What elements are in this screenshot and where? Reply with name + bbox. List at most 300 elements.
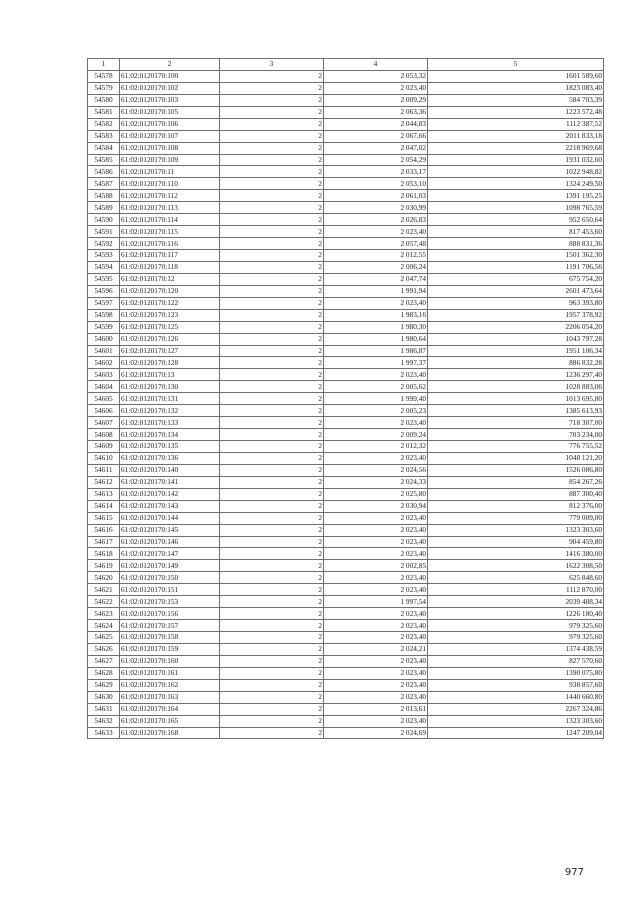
cadastral-number-cell: 61:02:0120170:123 bbox=[120, 309, 220, 321]
category-code-cell: 2 bbox=[220, 166, 324, 178]
cadastral-number-cell: 61:02:0120170:150 bbox=[120, 572, 220, 584]
area-value-cell: 2 023,40 bbox=[324, 548, 428, 560]
cost-value-cell: 1385 613,93 bbox=[428, 405, 604, 417]
cost-value-cell: 2601 473,64 bbox=[428, 285, 604, 297]
cost-value-cell: 886 832,28 bbox=[428, 357, 604, 369]
cadastral-number-cell: 61:02:0120170:128 bbox=[120, 357, 220, 369]
area-value-cell: 2 023,40 bbox=[324, 226, 428, 238]
cadastral-number-cell: 61:02:0120170:165 bbox=[120, 715, 220, 727]
area-value-cell: 2 053,32 bbox=[324, 70, 428, 82]
cost-value-cell: 979 325,60 bbox=[428, 632, 604, 644]
category-code-cell: 2 bbox=[220, 691, 324, 703]
table-row bbox=[88, 608, 604, 620]
area-value-cell: 2 005,23 bbox=[324, 405, 428, 417]
category-code-cell: 2 bbox=[220, 154, 324, 166]
category-code-cell: 2 bbox=[220, 536, 324, 548]
cost-value-cell: 1048 121,20 bbox=[428, 452, 604, 464]
cadastral-number-cell: 61:02:0120170:106 bbox=[120, 118, 220, 130]
cost-value-cell: 952 650,64 bbox=[428, 214, 604, 226]
area-value-cell: 2 023,40 bbox=[324, 82, 428, 94]
row-number-cell: 54617 bbox=[88, 536, 120, 548]
area-value-cell: 2 009,24 bbox=[324, 429, 428, 441]
area-value-cell: 2 023,40 bbox=[324, 691, 428, 703]
cadastral-number-cell: 61:02:0120170:153 bbox=[120, 596, 220, 608]
row-number-cell: 54585 bbox=[88, 154, 120, 166]
area-value-cell: 2 023,40 bbox=[324, 536, 428, 548]
cost-value-cell: 2039 488,34 bbox=[428, 596, 604, 608]
cost-value-cell: 938 857,60 bbox=[428, 679, 604, 691]
table-row bbox=[88, 393, 604, 405]
table-row bbox=[88, 632, 604, 644]
category-code-cell: 2 bbox=[220, 727, 324, 739]
table-row bbox=[88, 536, 604, 548]
table-row bbox=[88, 82, 604, 94]
cost-value-cell: 1013 695,80 bbox=[428, 393, 604, 405]
category-code-cell: 2 bbox=[220, 357, 324, 369]
row-number-cell: 54597 bbox=[88, 297, 120, 309]
cadastral-number-cell: 61:02:0120170:112 bbox=[120, 190, 220, 202]
cost-value-cell: 1247 209,04 bbox=[428, 727, 604, 739]
table-row bbox=[88, 691, 604, 703]
cost-value-cell: 703 234,00 bbox=[428, 429, 604, 441]
table-row bbox=[88, 214, 604, 226]
category-code-cell: 2 bbox=[220, 584, 324, 596]
row-number-cell: 54622 bbox=[88, 596, 120, 608]
row-number-cell: 54616 bbox=[88, 524, 120, 536]
cost-value-cell: 625 848,60 bbox=[428, 572, 604, 584]
cadastral-number-cell: 61:02:0120170:135 bbox=[120, 441, 220, 453]
area-value-cell: 2 057,48 bbox=[324, 238, 428, 250]
row-number-cell: 54612 bbox=[88, 476, 120, 488]
category-code-cell: 2 bbox=[220, 560, 324, 572]
table-row bbox=[88, 226, 604, 238]
cadastral-number-cell: 61:02:0120170:12 bbox=[120, 273, 220, 285]
data-table bbox=[87, 58, 604, 739]
cost-value-cell: 1112 387,52 bbox=[428, 118, 604, 130]
cost-value-cell: 1416 380,00 bbox=[428, 548, 604, 560]
cadastral-number-cell: 61:02:0120170:117 bbox=[120, 250, 220, 262]
area-value-cell: 1 986,87 bbox=[324, 345, 428, 357]
area-value-cell: 1 999,40 bbox=[324, 393, 428, 405]
category-code-cell: 2 bbox=[220, 70, 324, 82]
row-number-cell: 54583 bbox=[88, 130, 120, 142]
area-value-cell: 2 024,21 bbox=[324, 643, 428, 655]
table-row bbox=[88, 285, 604, 297]
cost-value-cell: 1323 303,60 bbox=[428, 524, 604, 536]
area-value-cell: 2 023,40 bbox=[324, 572, 428, 584]
header-cell-1: 1 bbox=[88, 59, 120, 71]
category-code-cell: 2 bbox=[220, 333, 324, 345]
area-value-cell: 2 030,94 bbox=[324, 500, 428, 512]
category-code-cell: 2 bbox=[220, 273, 324, 285]
cost-value-cell: 1526 086,80 bbox=[428, 464, 604, 476]
cadastral-number-cell: 61:02:0120170:132 bbox=[120, 405, 220, 417]
area-value-cell: 2 047,74 bbox=[324, 273, 428, 285]
cost-value-cell: 1390 075,80 bbox=[428, 667, 604, 679]
cadastral-number-cell: 61:02:0120170:113 bbox=[120, 202, 220, 214]
cadastral-number-cell: 61:02:0120170:136 bbox=[120, 452, 220, 464]
row-number-cell: 54631 bbox=[88, 703, 120, 715]
cadastral-number-cell: 61:02:0120170:11 bbox=[120, 166, 220, 178]
cadastral-number-cell: 61:02:0120170:116 bbox=[120, 238, 220, 250]
cadastral-number-cell: 61:02:0120170:118 bbox=[120, 261, 220, 273]
table-row bbox=[88, 512, 604, 524]
row-number-cell: 54609 bbox=[88, 441, 120, 453]
category-code-cell: 2 bbox=[220, 715, 324, 727]
area-value-cell: 2 067,66 bbox=[324, 130, 428, 142]
cost-value-cell: 776 755,52 bbox=[428, 441, 604, 453]
cadastral-number-cell: 61:02:0120170:158 bbox=[120, 632, 220, 644]
row-number-cell: 54626 bbox=[88, 643, 120, 655]
area-value-cell: 2 047,02 bbox=[324, 142, 428, 154]
row-number-cell: 54578 bbox=[88, 70, 120, 82]
category-code-cell: 2 bbox=[220, 202, 324, 214]
cadastral-number-cell: 61:02:0120170:161 bbox=[120, 667, 220, 679]
category-code-cell: 2 bbox=[220, 667, 324, 679]
area-value-cell: 1 980,30 bbox=[324, 321, 428, 333]
cadastral-number-cell: 61:02:0120170:160 bbox=[120, 655, 220, 667]
cost-value-cell: 1823 083,40 bbox=[428, 82, 604, 94]
cost-value-cell: 812 376,00 bbox=[428, 500, 604, 512]
area-value-cell: 2 024,69 bbox=[324, 727, 428, 739]
table-row bbox=[88, 202, 604, 214]
category-code-cell: 2 bbox=[220, 429, 324, 441]
row-number-cell: 54594 bbox=[88, 261, 120, 273]
cadastral-number-cell: 61:02:0120170:102 bbox=[120, 82, 220, 94]
row-number-cell: 54587 bbox=[88, 178, 120, 190]
cost-value-cell: 888 831,36 bbox=[428, 238, 604, 250]
cadastral-number-cell: 61:02:0120170:131 bbox=[120, 393, 220, 405]
cost-value-cell: 904 459,80 bbox=[428, 536, 604, 548]
cadastral-number-cell: 61:02:0120170:110 bbox=[120, 178, 220, 190]
category-code-cell: 2 bbox=[220, 345, 324, 357]
row-number-cell: 54608 bbox=[88, 429, 120, 441]
table-row bbox=[88, 560, 604, 572]
row-number-cell: 54633 bbox=[88, 727, 120, 739]
cost-value-cell: 1022 948,82 bbox=[428, 166, 604, 178]
row-number-cell: 54584 bbox=[88, 142, 120, 154]
cadastral-number-cell: 61:02:0120170:133 bbox=[120, 417, 220, 429]
row-number-cell: 54598 bbox=[88, 309, 120, 321]
row-number-cell: 54599 bbox=[88, 321, 120, 333]
cost-value-cell: 1236 297,40 bbox=[428, 369, 604, 381]
cadastral-number-cell: 61:02:0120170:144 bbox=[120, 512, 220, 524]
cadastral-number-cell: 61:02:0120170:109 bbox=[120, 154, 220, 166]
category-code-cell: 2 bbox=[220, 142, 324, 154]
area-value-cell: 1 997,37 bbox=[324, 357, 428, 369]
row-number-cell: 54602 bbox=[88, 357, 120, 369]
category-code-cell: 2 bbox=[220, 452, 324, 464]
area-value-cell: 2 023,40 bbox=[324, 417, 428, 429]
cost-value-cell: 779 009,00 bbox=[428, 512, 604, 524]
row-number-cell: 54605 bbox=[88, 393, 120, 405]
cost-value-cell: 1601 589,60 bbox=[428, 70, 604, 82]
category-code-cell: 2 bbox=[220, 596, 324, 608]
area-value-cell: 2 012,32 bbox=[324, 441, 428, 453]
cadastral-number-cell: 61:02:0120170:103 bbox=[120, 94, 220, 106]
row-number-cell: 54628 bbox=[88, 667, 120, 679]
category-code-cell: 2 bbox=[220, 703, 324, 715]
row-number-cell: 54614 bbox=[88, 500, 120, 512]
table-row bbox=[88, 309, 604, 321]
area-value-cell: 2 023,40 bbox=[324, 608, 428, 620]
table-row bbox=[88, 488, 604, 500]
table-row bbox=[88, 727, 604, 739]
row-number-cell: 54607 bbox=[88, 417, 120, 429]
table-row bbox=[88, 178, 604, 190]
header-cell-5: 5 bbox=[428, 59, 604, 71]
category-code-cell: 2 bbox=[220, 548, 324, 560]
cadastral-number-cell: 61:02:0120170:127 bbox=[120, 345, 220, 357]
category-code-cell: 2 bbox=[220, 572, 324, 584]
cost-value-cell: 827 570,60 bbox=[428, 655, 604, 667]
category-code-cell: 2 bbox=[220, 441, 324, 453]
category-code-cell: 2 bbox=[220, 512, 324, 524]
area-value-cell: 2 026,83 bbox=[324, 214, 428, 226]
category-code-cell: 2 bbox=[220, 190, 324, 202]
category-code-cell: 2 bbox=[220, 369, 324, 381]
area-value-cell: 2 023,40 bbox=[324, 715, 428, 727]
row-number-cell: 54586 bbox=[88, 166, 120, 178]
table-row bbox=[88, 548, 604, 560]
row-number-cell: 54620 bbox=[88, 572, 120, 584]
cadastral-number-cell: 61:02:0120170:146 bbox=[120, 536, 220, 548]
cadastral-number-cell: 61:02:0120170:13 bbox=[120, 369, 220, 381]
table-row bbox=[88, 106, 604, 118]
cadastral-number-cell: 61:02:0120170:130 bbox=[120, 381, 220, 393]
table-row bbox=[88, 238, 604, 250]
cost-value-cell: 979 325,60 bbox=[428, 620, 604, 632]
category-code-cell: 2 bbox=[220, 309, 324, 321]
row-number-cell: 54590 bbox=[88, 214, 120, 226]
row-number-cell: 54621 bbox=[88, 584, 120, 596]
table-body bbox=[88, 70, 604, 739]
area-value-cell: 1 980,64 bbox=[324, 333, 428, 345]
cadastral-number-cell: 61:02:0120170:162 bbox=[120, 679, 220, 691]
category-code-cell: 2 bbox=[220, 238, 324, 250]
cost-value-cell: 1323 303,60 bbox=[428, 715, 604, 727]
table-row bbox=[88, 166, 604, 178]
cost-value-cell: 1931 032,60 bbox=[428, 154, 604, 166]
cadastral-number-cell: 61:02:0120170:108 bbox=[120, 142, 220, 154]
category-code-cell: 2 bbox=[220, 417, 324, 429]
cost-value-cell: 1191 706,56 bbox=[428, 261, 604, 273]
table-header bbox=[88, 59, 604, 71]
cost-value-cell: 2218 969,68 bbox=[428, 142, 604, 154]
row-number-cell: 54589 bbox=[88, 202, 120, 214]
cost-value-cell: 1043 797,28 bbox=[428, 333, 604, 345]
cadastral-number-cell: 61:02:0120170:100 bbox=[120, 70, 220, 82]
category-code-cell: 2 bbox=[220, 476, 324, 488]
table-row bbox=[88, 441, 604, 453]
table-row bbox=[88, 643, 604, 655]
cost-value-cell: 1622 308,50 bbox=[428, 560, 604, 572]
row-number-cell: 54615 bbox=[88, 512, 120, 524]
table-row bbox=[88, 417, 604, 429]
row-number-cell: 54591 bbox=[88, 226, 120, 238]
cadastral-number-cell: 61:02:0120170:141 bbox=[120, 476, 220, 488]
cadastral-number-cell: 61:02:0120170:168 bbox=[120, 727, 220, 739]
area-value-cell: 2 023,40 bbox=[324, 369, 428, 381]
cadastral-number-cell: 61:02:0120170:140 bbox=[120, 464, 220, 476]
table-row bbox=[88, 452, 604, 464]
cost-value-cell: 1223 572,48 bbox=[428, 106, 604, 118]
area-value-cell: 2 023,40 bbox=[324, 632, 428, 644]
cadastral-number-cell: 61:02:0120170:157 bbox=[120, 620, 220, 632]
table-row bbox=[88, 130, 604, 142]
area-value-cell: 1 983,16 bbox=[324, 309, 428, 321]
area-value-cell: 2 023,40 bbox=[324, 452, 428, 464]
category-code-cell: 2 bbox=[220, 106, 324, 118]
area-value-cell: 2 005,62 bbox=[324, 381, 428, 393]
cadastral-number-cell: 61:02:0120170:147 bbox=[120, 548, 220, 560]
cadastral-number-cell: 61:02:0120170:143 bbox=[120, 500, 220, 512]
area-value-cell: 2 025,80 bbox=[324, 488, 428, 500]
category-code-cell: 2 bbox=[220, 214, 324, 226]
cadastral-number-cell: 61:02:0120170:159 bbox=[120, 643, 220, 655]
category-code-cell: 2 bbox=[220, 393, 324, 405]
table-row bbox=[88, 464, 604, 476]
table-row bbox=[88, 524, 604, 536]
category-code-cell: 2 bbox=[220, 405, 324, 417]
cost-value-cell: 1957 378,92 bbox=[428, 309, 604, 321]
cost-value-cell: 1391 195,25 bbox=[428, 190, 604, 202]
table-row bbox=[88, 273, 604, 285]
cost-value-cell: 1501 362,30 bbox=[428, 250, 604, 262]
table-row bbox=[88, 333, 604, 345]
area-value-cell: 2 033,17 bbox=[324, 166, 428, 178]
row-number-cell: 54629 bbox=[88, 679, 120, 691]
cost-value-cell: 1098 765,59 bbox=[428, 202, 604, 214]
cost-value-cell: 675 754,20 bbox=[428, 273, 604, 285]
row-number-cell: 54601 bbox=[88, 345, 120, 357]
area-value-cell: 2 030,99 bbox=[324, 202, 428, 214]
row-number-cell: 54588 bbox=[88, 190, 120, 202]
area-value-cell: 2 023,40 bbox=[324, 297, 428, 309]
area-value-cell: 2 054,29 bbox=[324, 154, 428, 166]
cadastral-number-cell: 61:02:0120170:105 bbox=[120, 106, 220, 118]
cadastral-number-cell: 61:02:0120170:115 bbox=[120, 226, 220, 238]
category-code-cell: 2 bbox=[220, 632, 324, 644]
table-row bbox=[88, 572, 604, 584]
table-row bbox=[88, 154, 604, 166]
area-value-cell: 2 063,36 bbox=[324, 106, 428, 118]
cost-value-cell: 1226 180,40 bbox=[428, 608, 604, 620]
table-row bbox=[88, 70, 604, 82]
cost-value-cell: 854 267,26 bbox=[428, 476, 604, 488]
category-code-cell: 2 bbox=[220, 381, 324, 393]
cadastral-number-cell: 61:02:0120170:134 bbox=[120, 429, 220, 441]
table-row bbox=[88, 118, 604, 130]
table-row bbox=[88, 250, 604, 262]
table-row bbox=[88, 620, 604, 632]
row-number-cell: 54618 bbox=[88, 548, 120, 560]
row-number-cell: 54604 bbox=[88, 381, 120, 393]
category-code-cell: 2 bbox=[220, 500, 324, 512]
row-number-cell: 54610 bbox=[88, 452, 120, 464]
area-value-cell: 2 006,24 bbox=[324, 261, 428, 273]
row-number-cell: 54627 bbox=[88, 655, 120, 667]
page-number: 977 bbox=[564, 867, 584, 878]
table-row bbox=[88, 703, 604, 715]
cost-value-cell: 1951 106,34 bbox=[428, 345, 604, 357]
table-row bbox=[88, 715, 604, 727]
table-row bbox=[88, 297, 604, 309]
header-cell-4: 4 bbox=[324, 59, 428, 71]
category-code-cell: 2 bbox=[220, 321, 324, 333]
cost-value-cell: 817 453,60 bbox=[428, 226, 604, 238]
table-row bbox=[88, 369, 604, 381]
table-row bbox=[88, 667, 604, 679]
area-value-cell: 2 002,85 bbox=[324, 560, 428, 572]
row-number-cell: 54606 bbox=[88, 405, 120, 417]
category-code-cell: 2 bbox=[220, 679, 324, 691]
row-number-cell: 54611 bbox=[88, 464, 120, 476]
table-row bbox=[88, 679, 604, 691]
area-value-cell: 2 023,40 bbox=[324, 512, 428, 524]
cadastral-number-cell: 61:02:0120170:107 bbox=[120, 130, 220, 142]
category-code-cell: 2 bbox=[220, 297, 324, 309]
cadastral-number-cell: 61:02:0120170:151 bbox=[120, 584, 220, 596]
cadastral-number-cell: 61:02:0120170:120 bbox=[120, 285, 220, 297]
cost-value-cell: 1324 249,50 bbox=[428, 178, 604, 190]
area-value-cell: 2 013,61 bbox=[324, 703, 428, 715]
table-row bbox=[88, 476, 604, 488]
table-row bbox=[88, 190, 604, 202]
row-number-cell: 54581 bbox=[88, 106, 120, 118]
category-code-cell: 2 bbox=[220, 488, 324, 500]
row-number-cell: 54623 bbox=[88, 608, 120, 620]
table-row bbox=[88, 655, 604, 667]
cadastral-number-cell: 61:02:0120170:125 bbox=[120, 321, 220, 333]
cost-value-cell: 1112 870,00 bbox=[428, 584, 604, 596]
table-row bbox=[88, 345, 604, 357]
area-value-cell: 1 997,54 bbox=[324, 596, 428, 608]
row-number-cell: 54630 bbox=[88, 691, 120, 703]
area-value-cell: 2 009,29 bbox=[324, 94, 428, 106]
cost-value-cell: 1028 883,06 bbox=[428, 381, 604, 393]
row-number-cell: 54580 bbox=[88, 94, 120, 106]
row-number-cell: 54579 bbox=[88, 82, 120, 94]
cadastral-number-cell: 61:02:0120170:164 bbox=[120, 703, 220, 715]
area-value-cell: 2 023,40 bbox=[324, 584, 428, 596]
cadastral-number-cell: 61:02:0120170:126 bbox=[120, 333, 220, 345]
area-value-cell: 2 023,40 bbox=[324, 667, 428, 679]
cost-value-cell: 2267 324,86 bbox=[428, 703, 604, 715]
table-row bbox=[88, 94, 604, 106]
header-cell-3: 3 bbox=[220, 59, 324, 71]
table-row bbox=[88, 381, 604, 393]
table-row bbox=[88, 357, 604, 369]
area-value-cell: 2 053,10 bbox=[324, 178, 428, 190]
row-number-cell: 54603 bbox=[88, 369, 120, 381]
area-value-cell: 2 024,56 bbox=[324, 464, 428, 476]
cadastral-number-cell: 61:02:0120170:122 bbox=[120, 297, 220, 309]
category-code-cell: 2 bbox=[220, 464, 324, 476]
cost-value-cell: 2206 054,20 bbox=[428, 321, 604, 333]
cost-value-cell: 718 307,00 bbox=[428, 417, 604, 429]
category-code-cell: 2 bbox=[220, 524, 324, 536]
category-code-cell: 2 bbox=[220, 643, 324, 655]
category-code-cell: 2 bbox=[220, 226, 324, 238]
cost-value-cell: 963 393,80 bbox=[428, 297, 604, 309]
row-number-cell: 54595 bbox=[88, 273, 120, 285]
category-code-cell: 2 bbox=[220, 178, 324, 190]
area-value-cell: 1 991,94 bbox=[324, 285, 428, 297]
area-value-cell: 2 061,03 bbox=[324, 190, 428, 202]
category-code-cell: 2 bbox=[220, 620, 324, 632]
area-value-cell: 2 024,33 bbox=[324, 476, 428, 488]
